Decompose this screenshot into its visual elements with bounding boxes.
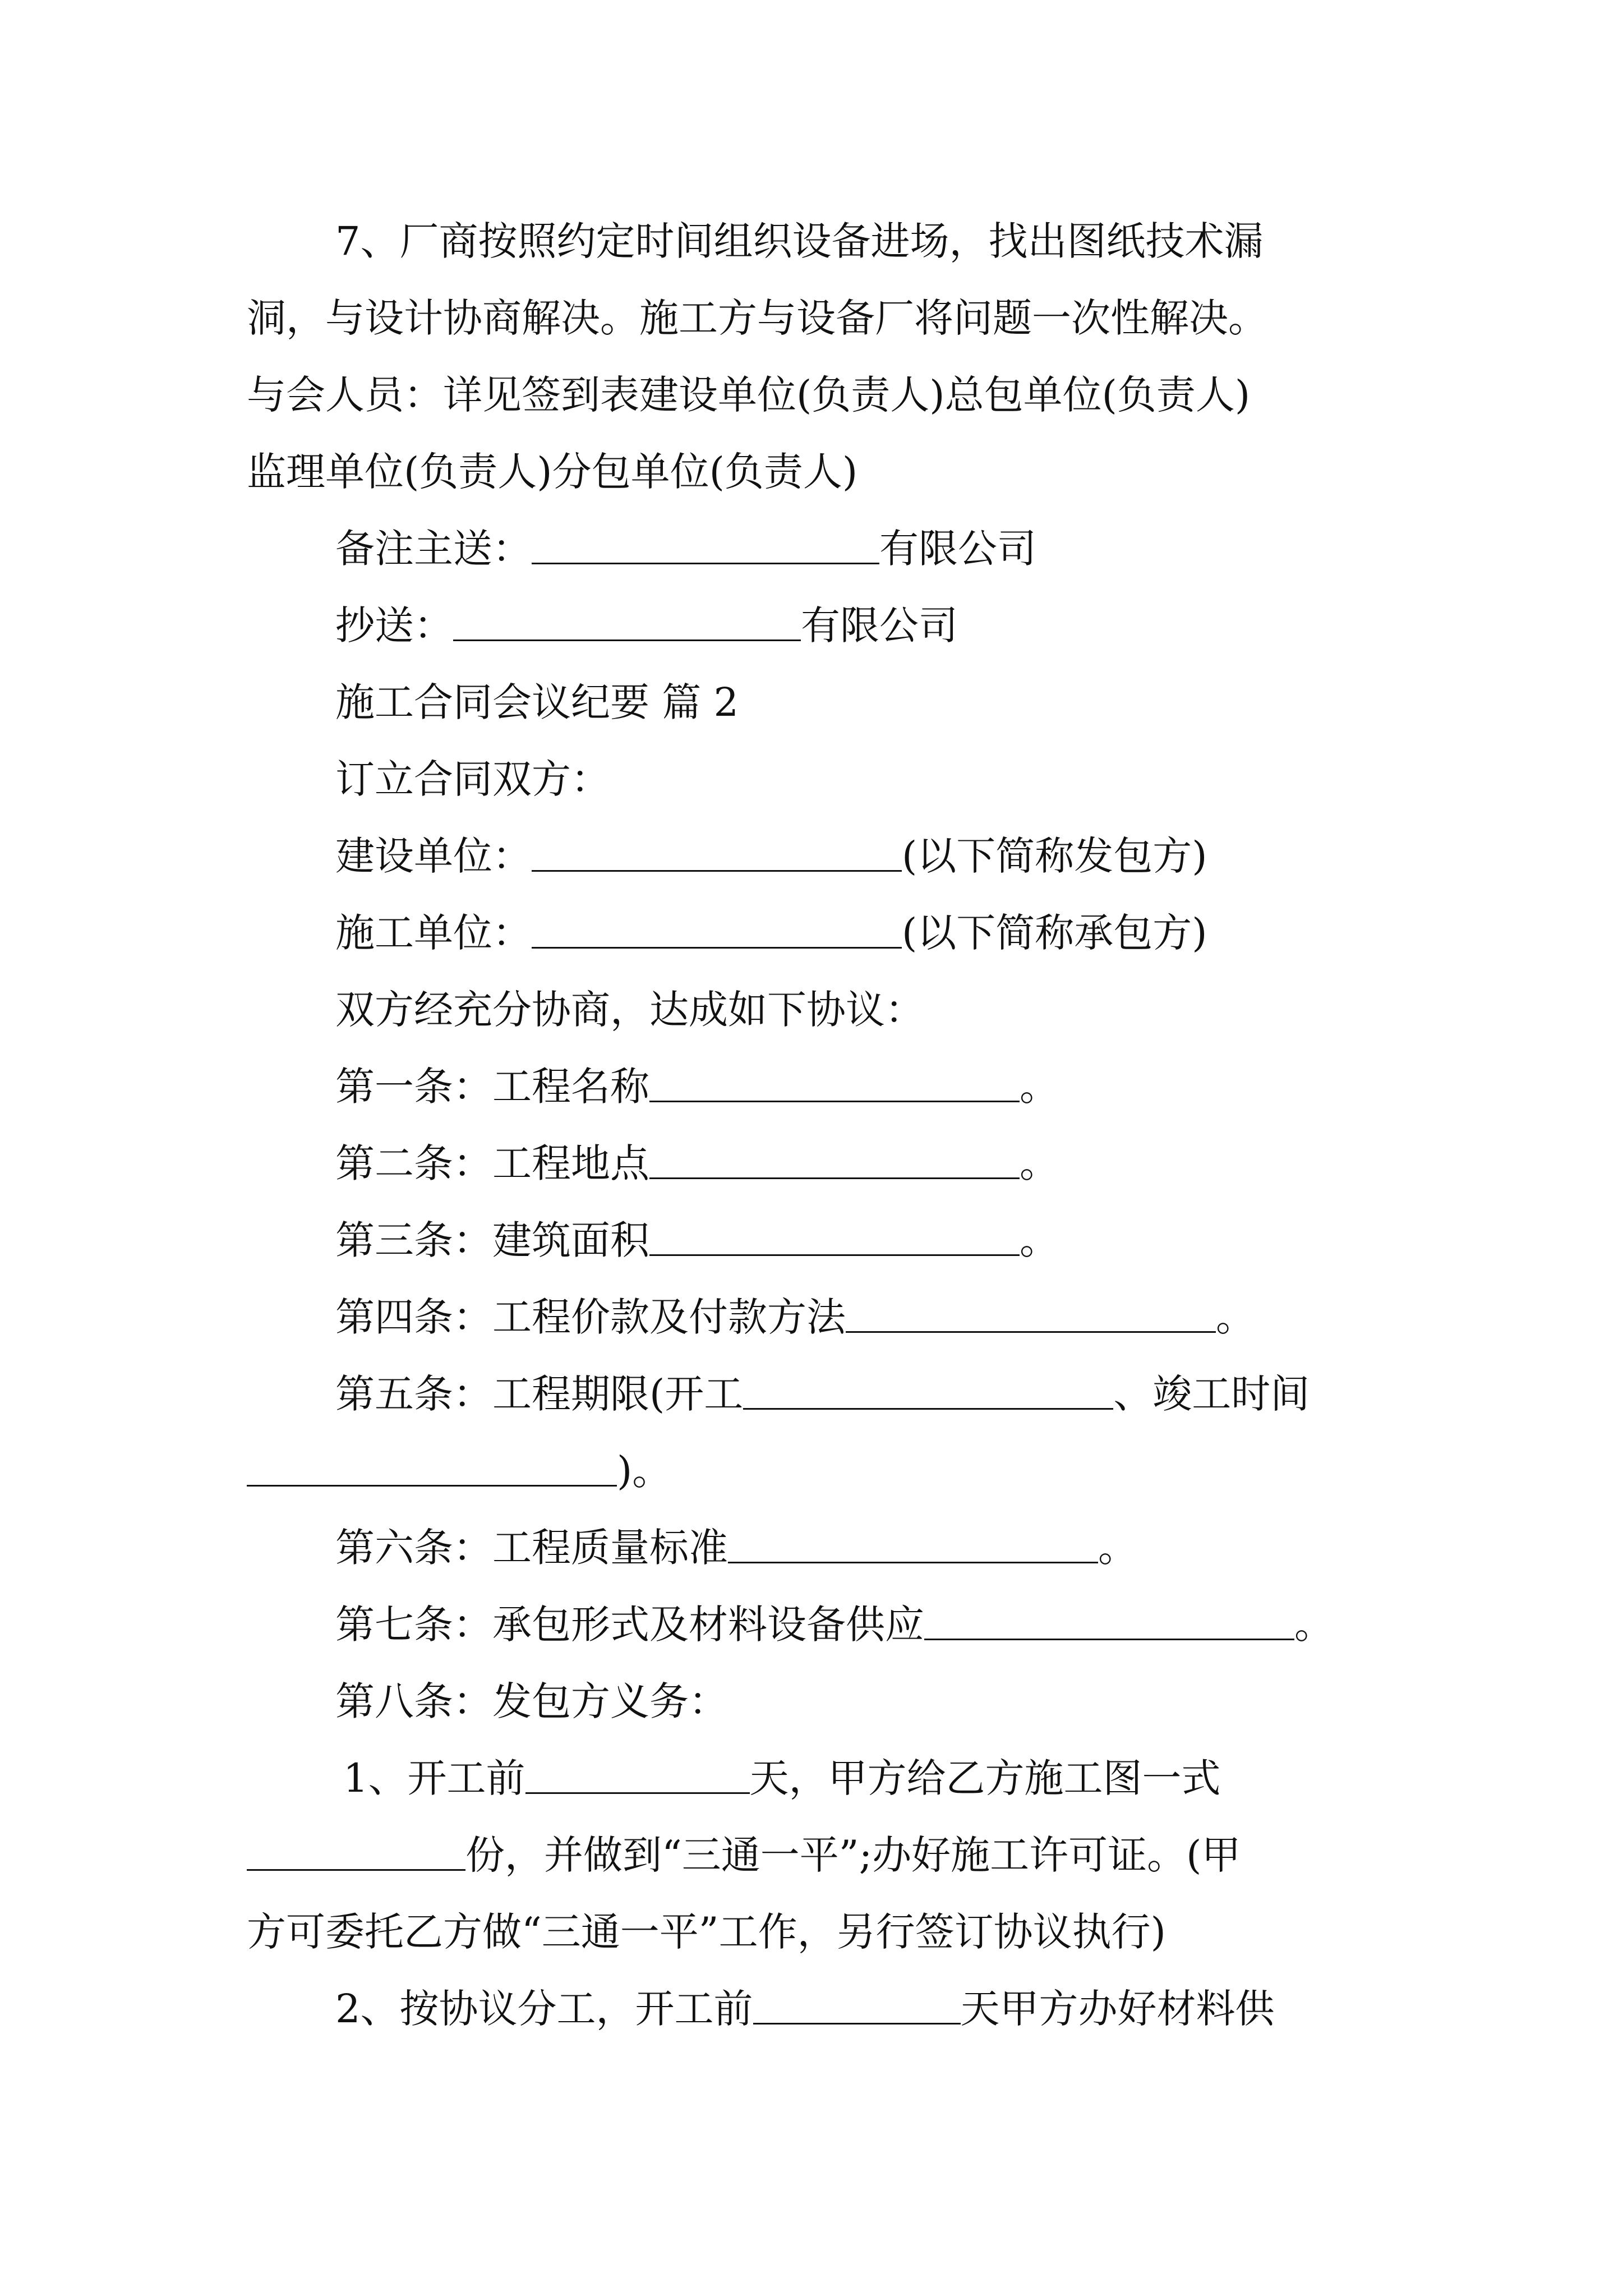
paragraph-item7-line1 [335,202,1264,280]
article-blank [924,1599,1294,1640]
contractor-blank [532,908,902,949]
text: 第八条：发包方义务： [335,1678,728,1724]
days-blank [753,1984,961,2024]
paragraph-attendees-line1 [247,356,1250,434]
article-label: 第四条：工程价款及付款方法 [335,1294,846,1340]
item-text: 天甲方办好材料供 [960,1986,1275,2032]
text: 双方经充分协商，达成如下协议： [335,987,924,1033]
period: 。 [1020,1217,1059,1263]
article-blank [649,1215,1020,1256]
article-label: 第二条：工程地点 [335,1140,649,1186]
article-label: 第七条：承包形式及材料设备供应 [335,1602,924,1648]
text: 洞，与设计协商解决。施工方与设备厂将问题一次性解决。 [247,295,1267,341]
item-1-line2 [247,1816,1241,1894]
period: 。 [1098,1525,1137,1571]
text: 7、厂商按照约定时间组织设备进场，找出图纸技术漏 [335,218,1264,264]
remark-suffix: 有限公司 [879,526,1036,572]
cc-label: 抄送： [335,602,453,648]
builder-line [335,817,1207,895]
agreement-intro [335,970,924,1049]
parties-heading [335,740,610,818]
text: 方可委托乙方做“三通一平”工作，另行签订协议执行) [247,1909,1166,1955]
item-label: 2、按协议分工，开工前 [335,1986,753,2032]
period: 。 [1294,1602,1334,1648]
builder-label: 建设单位： [335,833,532,879]
item-2-line1 [335,1970,1275,2048]
contractor-label: 施工单位： [335,910,532,956]
builder-blank [532,831,902,872]
cc-suffix: 有限公司 [801,602,958,648]
text: 施工合同会议纪要 篇 2 [335,679,739,725]
period: 。 [1020,1140,1059,1186]
cc-blank [453,600,801,641]
article-5-line2 [247,1432,671,1510]
period: 。 [1216,1294,1255,1340]
article-label: 第三条：建筑面积 [335,1217,649,1263]
article-2 [335,1124,1059,1203]
item-1-line3 [247,1893,1166,1971]
item-text: 天，甲方给乙方施工图一式 [749,1755,1221,1801]
item-1-line1 [343,1739,1221,1818]
contractor-suffix: (以下简称承包方) [902,910,1207,956]
article-4 [335,1278,1255,1356]
article-label: 第五条：工程期限(开工 [335,1371,744,1417]
text: 监理单位(负责人)分包单位(负责人) [247,449,858,495]
contractor-line [335,894,1207,972]
article-5-line1 [335,1355,1310,1433]
text: 订立合同双方： [335,756,610,802]
completion-date-blank [247,1446,617,1487]
paragraph-attendees-line2 [247,432,857,511]
article-6 [335,1508,1137,1587]
cc-line [335,586,958,665]
remark-line [335,509,1036,588]
item-text: 份，并做到“三通一平”;办好施工许可证。(甲 [465,1832,1241,1878]
article-label: 第六条：工程质量标准 [335,1525,728,1571]
builder-suffix: (以下简称发包方) [902,833,1207,879]
period: 。 [1020,1064,1059,1110]
remark-label: 备注主送： [335,526,532,572]
text: 与会人员：详见签到表建设单位(负责人)总包单位(负责人) [247,372,1251,418]
article-blank [846,1292,1216,1333]
remark-blank [532,523,879,564]
article-8 [335,1662,728,1741]
article-label: 第一条：工程名称 [335,1064,649,1110]
closing-paren: )。 [617,1448,672,1494]
article-blank [649,1061,1020,1102]
copies-blank [247,1830,465,1871]
days-blank [525,1753,750,1794]
paragraph-item7-line2 [247,279,1267,357]
article-blank [649,1138,1020,1179]
article-3 [335,1201,1059,1280]
item-label: 1、开工前 [343,1755,525,1801]
completion-label: 、竣工时间 [1113,1371,1310,1417]
start-date-blank [743,1369,1113,1410]
article-7 [335,1585,1334,1664]
section-title [335,663,739,742]
article-blank [728,1522,1098,1563]
article-1 [335,1047,1059,1126]
